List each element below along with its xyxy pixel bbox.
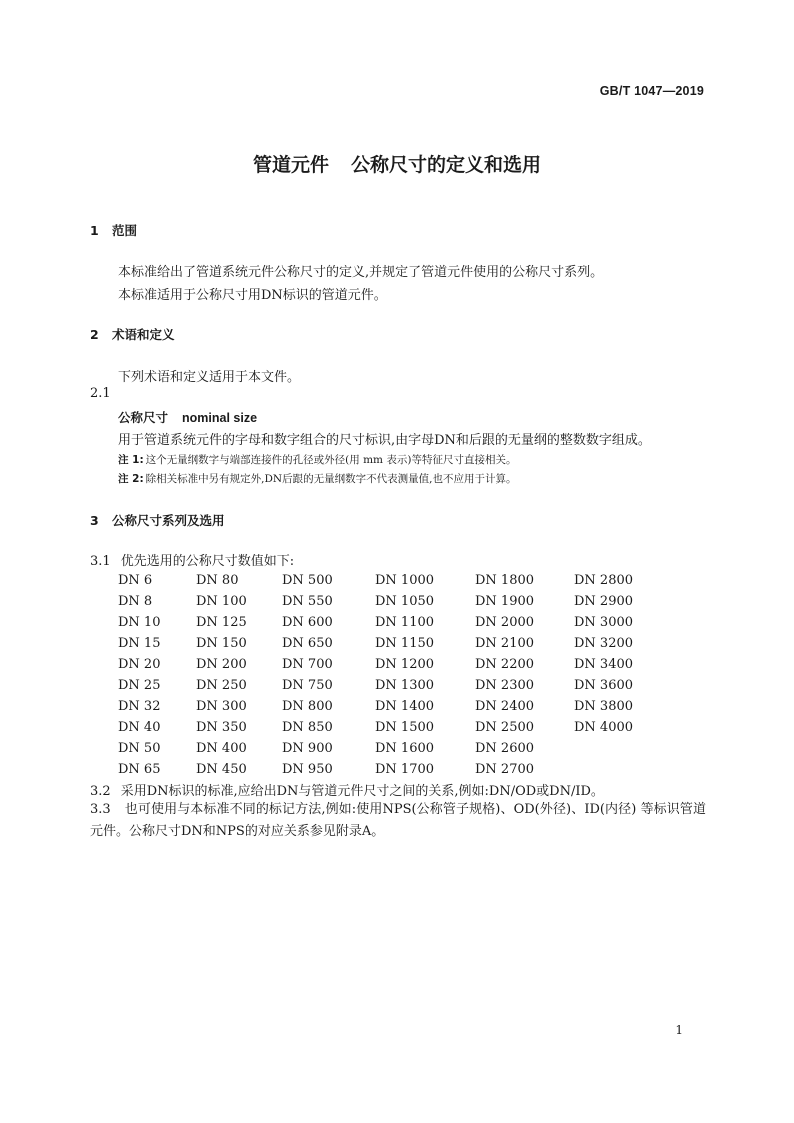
dn-value: DN 1150 [375, 636, 435, 651]
clause-number: 3.1 [90, 554, 111, 569]
dn-column-4 [375, 570, 434, 780]
dn-value: DN 200 [196, 657, 247, 672]
section-number: 3 [90, 513, 99, 528]
dn-column-2 [196, 570, 247, 780]
dn-value: DN 125 [196, 615, 247, 630]
dn-value: DN 550 [282, 594, 333, 609]
dn-value: DN 80 [196, 573, 239, 588]
section-title: 范围 [112, 223, 138, 238]
dn-value: DN 2700 [475, 762, 535, 777]
clause-number: 3.2 [90, 784, 111, 799]
dn-value: DN 20 [118, 657, 161, 672]
standard-number: GB/T 1047—2019 [599, 84, 704, 98]
section-1-heading [90, 221, 137, 239]
dn-value: DN 2400 [475, 699, 535, 714]
dn-value: DN 600 [282, 615, 333, 630]
dn-value: DN 1400 [375, 699, 435, 714]
dn-value: DN 2000 [475, 615, 535, 630]
dn-value: DN 1300 [375, 678, 435, 693]
section-title: 术语和定义 [112, 327, 175, 342]
section-title: 公称尺寸系列及选用 [112, 513, 225, 528]
dn-value: DN 3000 [574, 615, 634, 630]
note-text: 这个无量纲数字与端部连接件的孔径或外径(用 mm 表示)等特征尺寸直接相关。 [145, 454, 517, 466]
dn-value: DN 300 [196, 699, 247, 714]
term-definition: 用于管道系统元件的字母和数字组合的尺寸标识,由字母DN和后跟的无量纲的整数数字组成。 [118, 433, 651, 448]
clause-3-1 [90, 550, 294, 569]
dn-value: DN 900 [282, 741, 333, 756]
terms-intro: 下列术语和定义适用于本文件。 [118, 370, 301, 385]
dn-value: DN 1900 [475, 594, 535, 609]
clause-text: 也可使用与本标准不同的标记方法,例如:使用NPS(公称管子规格)、OD(外径)、ID(内径) 等标识管道元件。公称尺寸DN和NPS的对应关系参见附录A。 [90, 802, 706, 839]
dn-value: DN 1500 [375, 720, 435, 735]
note-text: 除相关标准中另有规定外,DN后跟的无量纲数字不代表测量值,也不应用于计算。 [145, 473, 517, 485]
dn-column-5 [475, 570, 534, 780]
dn-value: DN 800 [282, 699, 333, 714]
scope-paragraph-2: 本标准适用于公称尺寸用DN标识的管道元件。 [118, 288, 387, 303]
dn-value: DN 2300 [475, 678, 535, 693]
note-label: 注 2: [118, 473, 144, 485]
dn-value: DN 1000 [375, 573, 435, 588]
clause-text: 优先选用的公称尺寸数值如下: [120, 554, 295, 569]
dn-value: DN 450 [196, 762, 247, 777]
dn-value: DN 10 [118, 615, 161, 630]
clause-number: 3.3 [90, 802, 111, 817]
dn-column-1 [118, 570, 160, 780]
dn-value: DN 1200 [375, 657, 435, 672]
dn-value: DN 350 [196, 720, 247, 735]
section-2-heading [90, 325, 175, 343]
section-3-heading [90, 511, 225, 529]
dn-value: DN 1600 [375, 741, 435, 756]
title-part-2: 公称尺寸的定义和选用 [351, 154, 542, 176]
dn-value: DN 3400 [574, 657, 634, 672]
term-english: nominal size [182, 411, 258, 425]
dn-value: DN 650 [282, 636, 333, 651]
dn-column-3 [282, 570, 333, 780]
dn-value: DN 2600 [475, 741, 535, 756]
clause-2-1-number: 2.1 [90, 386, 111, 401]
clause-3-3 [90, 799, 706, 843]
note-1 [118, 452, 516, 467]
dn-value: DN 1700 [375, 762, 435, 777]
dn-value: DN 700 [282, 657, 333, 672]
page-title [0, 150, 794, 177]
dn-column-6 [574, 570, 633, 738]
dn-value: DN 15 [118, 636, 161, 651]
dn-value: DN 250 [196, 678, 247, 693]
dn-value: DN 750 [282, 678, 333, 693]
clause-text: 采用DN标识的标准,应给出DN与管道元件尺寸之间的关系,例如:DN/OD或DN/ID。 [120, 784, 604, 799]
dn-value: DN 500 [282, 573, 333, 588]
section-number: 2 [90, 327, 99, 342]
dn-value: DN 25 [118, 678, 161, 693]
dn-value: DN 2900 [574, 594, 634, 609]
dn-value: DN 3600 [574, 678, 634, 693]
dn-value: DN 6 [118, 573, 153, 588]
dn-value: DN 4000 [574, 720, 634, 735]
dn-value: DN 3800 [574, 699, 634, 714]
term-chinese: 公称尺寸 [118, 410, 169, 425]
dn-value: DN 1800 [475, 573, 535, 588]
dn-value: DN 65 [118, 762, 161, 777]
clause-3-2 [90, 780, 604, 799]
dn-value: DN 2200 [475, 657, 535, 672]
dn-value: DN 2100 [475, 636, 535, 651]
dn-value: DN 2500 [475, 720, 535, 735]
dn-value: DN 32 [118, 699, 161, 714]
dn-value: DN 3200 [574, 636, 634, 651]
dn-value: DN 850 [282, 720, 333, 735]
dn-value: DN 150 [196, 636, 247, 651]
page-number: 1 [675, 1023, 683, 1037]
dn-value: DN 1050 [375, 594, 435, 609]
note-label: 注 1: [118, 454, 144, 466]
dn-value: DN 40 [118, 720, 161, 735]
dn-value: DN 950 [282, 762, 333, 777]
dn-value: DN 100 [196, 594, 247, 609]
dn-value: DN 1100 [375, 615, 435, 630]
dn-value: DN 50 [118, 741, 161, 756]
section-number: 1 [90, 223, 99, 238]
term-heading [118, 408, 257, 426]
dn-value: DN 2800 [574, 573, 634, 588]
note-2 [118, 471, 516, 486]
scope-paragraph-1: 本标准给出了管道系统元件公称尺寸的定义,并规定了管道元件使用的公称尺寸系列。 [118, 265, 604, 280]
dn-value: DN 8 [118, 594, 153, 609]
title-part-1: 管道元件 [252, 154, 329, 176]
dn-value: DN 400 [196, 741, 247, 756]
